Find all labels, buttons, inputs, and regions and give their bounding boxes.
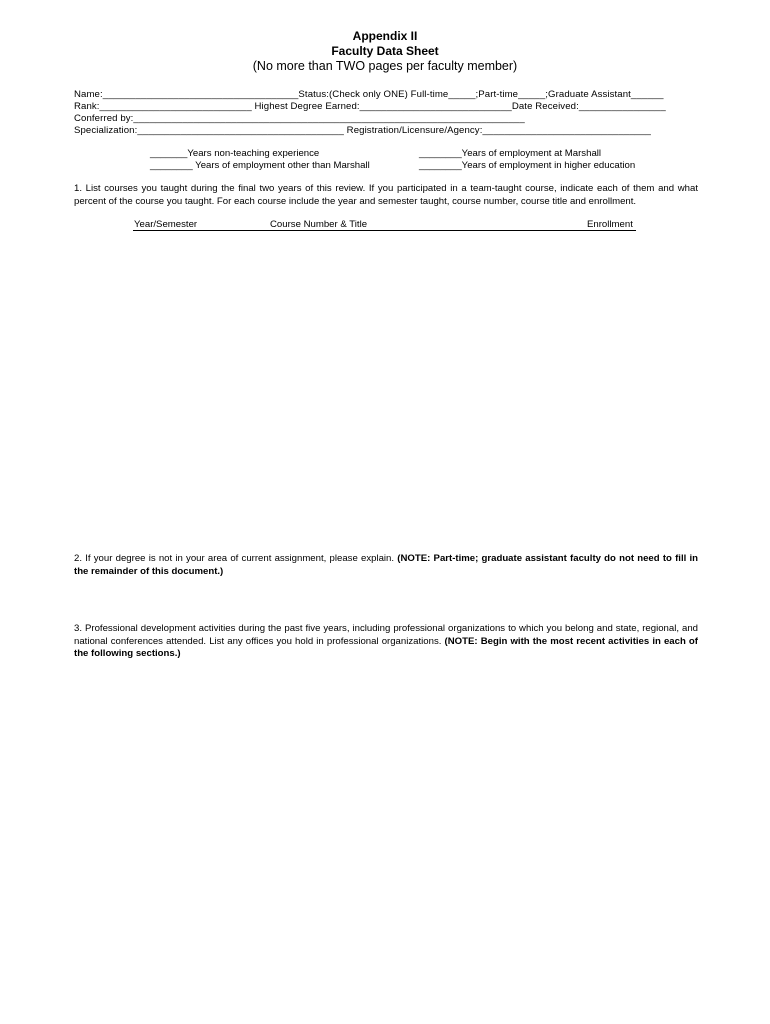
- column-enrollment: Enrollment: [587, 219, 633, 230]
- section-3-note: (NOTE: Begin with the most recent activities in each of the following sections.): [74, 635, 698, 659]
- section-3-text: 3. Professional development activities during the past five years, including professional organizations to which you belong and state, regional, and national conferences attended. List any offices you hold in professional organizations.: [74, 623, 698, 647]
- years-higher-education-field[interactable]: ________Years of employment in higher education: [419, 160, 636, 171]
- column-year-semester: Year/Semester: [134, 219, 198, 230]
- conferred-by-line[interactable]: Conferred by:________________________________________________________________________: [74, 113, 525, 124]
- sheet-title: Faculty Data Sheet: [331, 44, 439, 58]
- specialization-line[interactable]: Specialization:______________________________________ Registration/Licensure/Agency:_______________________________: [74, 125, 651, 136]
- section-2-note: (NOTE: Part-time; graduate assistant faculty do not need to fill in the remainder of this document.): [74, 553, 699, 577]
- rank-degree-line[interactable]: Rank:____________________________ Highest Degree Earned:____________________________Date Received:________________: [74, 101, 666, 112]
- section-1-instructions: 1. List courses you taught during the final two years of this review. If you participated in a team-taught course, indicate each of them and what percent of the course you taught. For each course include the year and semester taught, course number, course title and enrollment.: [74, 183, 698, 207]
- section-2-text: 2. If your degree is not in your area of current assignment, please explain.: [74, 553, 395, 564]
- section-3-instructions: [74, 623, 698, 661]
- years-other-than-marshall-field[interactable]: ________ Years of employment other than Marshall: [150, 160, 370, 171]
- page-limit-note: (No more than TWO pages per faculty member): [252, 59, 518, 73]
- column-course-number-title: Course Number & Title: [270, 219, 368, 230]
- appendix-title: Appendix II: [352, 29, 418, 43]
- column-header-underline: [133, 230, 636, 231]
- section-2-instructions: [74, 553, 698, 578]
- name-status-line[interactable]: Name:____________________________________Status:(Check only ONE) Full-time_____;Part-time_____;Graduate Assistant______: [74, 89, 664, 100]
- years-at-marshall-field[interactable]: ________Years of employment at Marshall: [419, 148, 602, 159]
- years-non-teaching-field[interactable]: _______Years non-teaching experience: [150, 148, 320, 159]
